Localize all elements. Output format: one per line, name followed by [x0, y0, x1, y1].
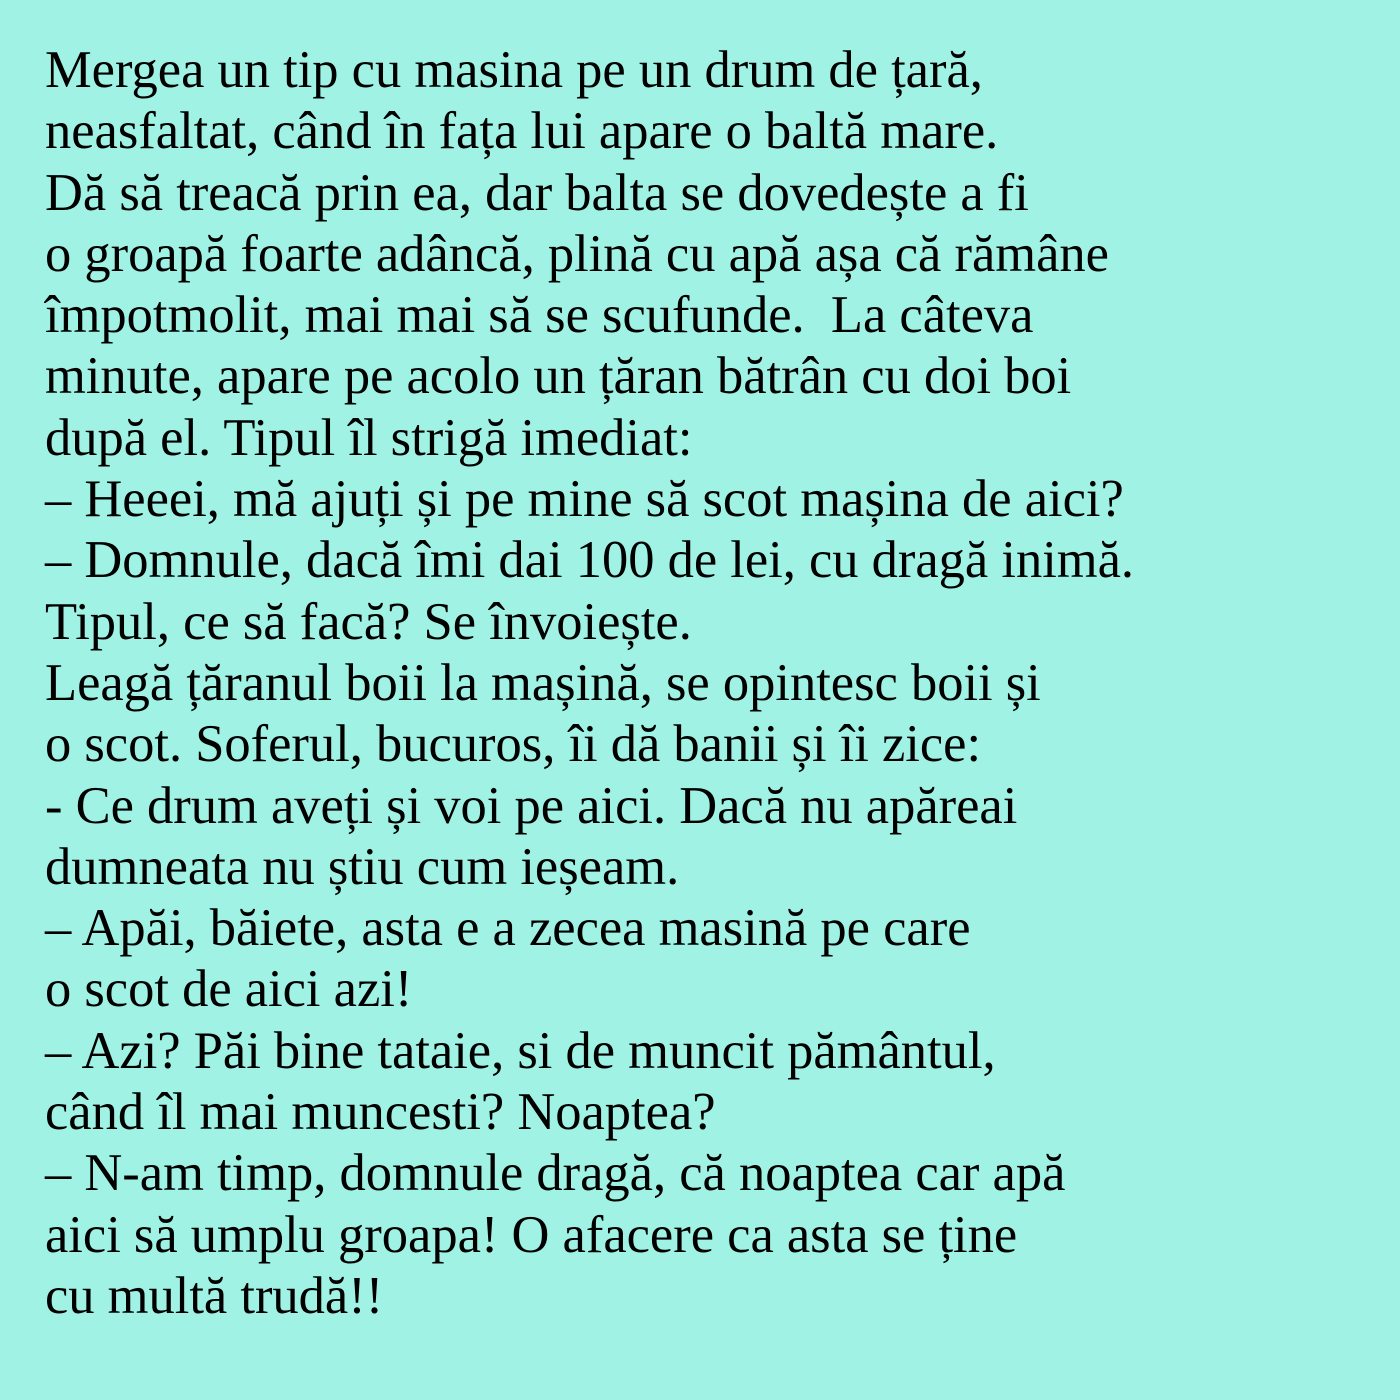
story-line-5: împotmolit, mai mai să se scufunde. La câteva [45, 286, 1034, 345]
story-line-1: Mergea un tip cu masina pe un drum de țară, [45, 41, 983, 99]
story-line-4: o groapă foarte adâncă, plină cu apă așa că rămâne [45, 224, 1109, 283]
story-line-14: dumneata nu știu cum ieșeam. [45, 837, 680, 896]
story-line-6: minute, apare pe acolo un țăran bătrân cu doi boi [45, 347, 1072, 406]
story-line-11: Leagă țăranul boii la mașină, se opintesc boii și [45, 653, 1041, 712]
story-line-8: – Heeei, mă ajuți și pe mine să scot mașina de aici? [45, 470, 1124, 529]
story-line-21: cu multă trudă!! [45, 1266, 384, 1325]
story-line-10: Tipul, ce să facă? Se învoiește. [45, 592, 692, 651]
story-line-16: o scot de aici azi! [45, 960, 413, 1019]
story-line-15: – Apăi, băiete, asta e a zecea masină pe care [45, 899, 971, 958]
story-line-3: Dă să treacă prin ea, dar balta se dovedește a fi [45, 163, 1029, 222]
story-line-7: după el. Tipul îl strigă imediat: [45, 408, 693, 467]
story-line-2: neasfaltat, când în fața lui apare o baltă mare. [45, 102, 999, 161]
story-line-12: o scot. Soferul, bucuros, îi dă banii și îi zice: [45, 715, 982, 774]
story-line-13: - Ce drum aveți și voi pe aici. Dacă nu apăreai [45, 776, 1018, 835]
story-line-20: aici să umplu groapa! O afacere ca asta se ține [45, 1205, 1018, 1264]
story-line-18: când îl mai muncesti? Noaptea? [45, 1083, 716, 1142]
story-text [45, 40, 1134, 1327]
story-line-9: – Domnule, dacă îmi dai 100 de lei, cu dragă inimă. [45, 531, 1135, 590]
story-line-19: – N-am timp, domnule dragă, că noaptea car apă [45, 1144, 1066, 1203]
story-line-17: – Azi? Păi bine tataie, si de muncit pământul, [45, 1021, 996, 1080]
